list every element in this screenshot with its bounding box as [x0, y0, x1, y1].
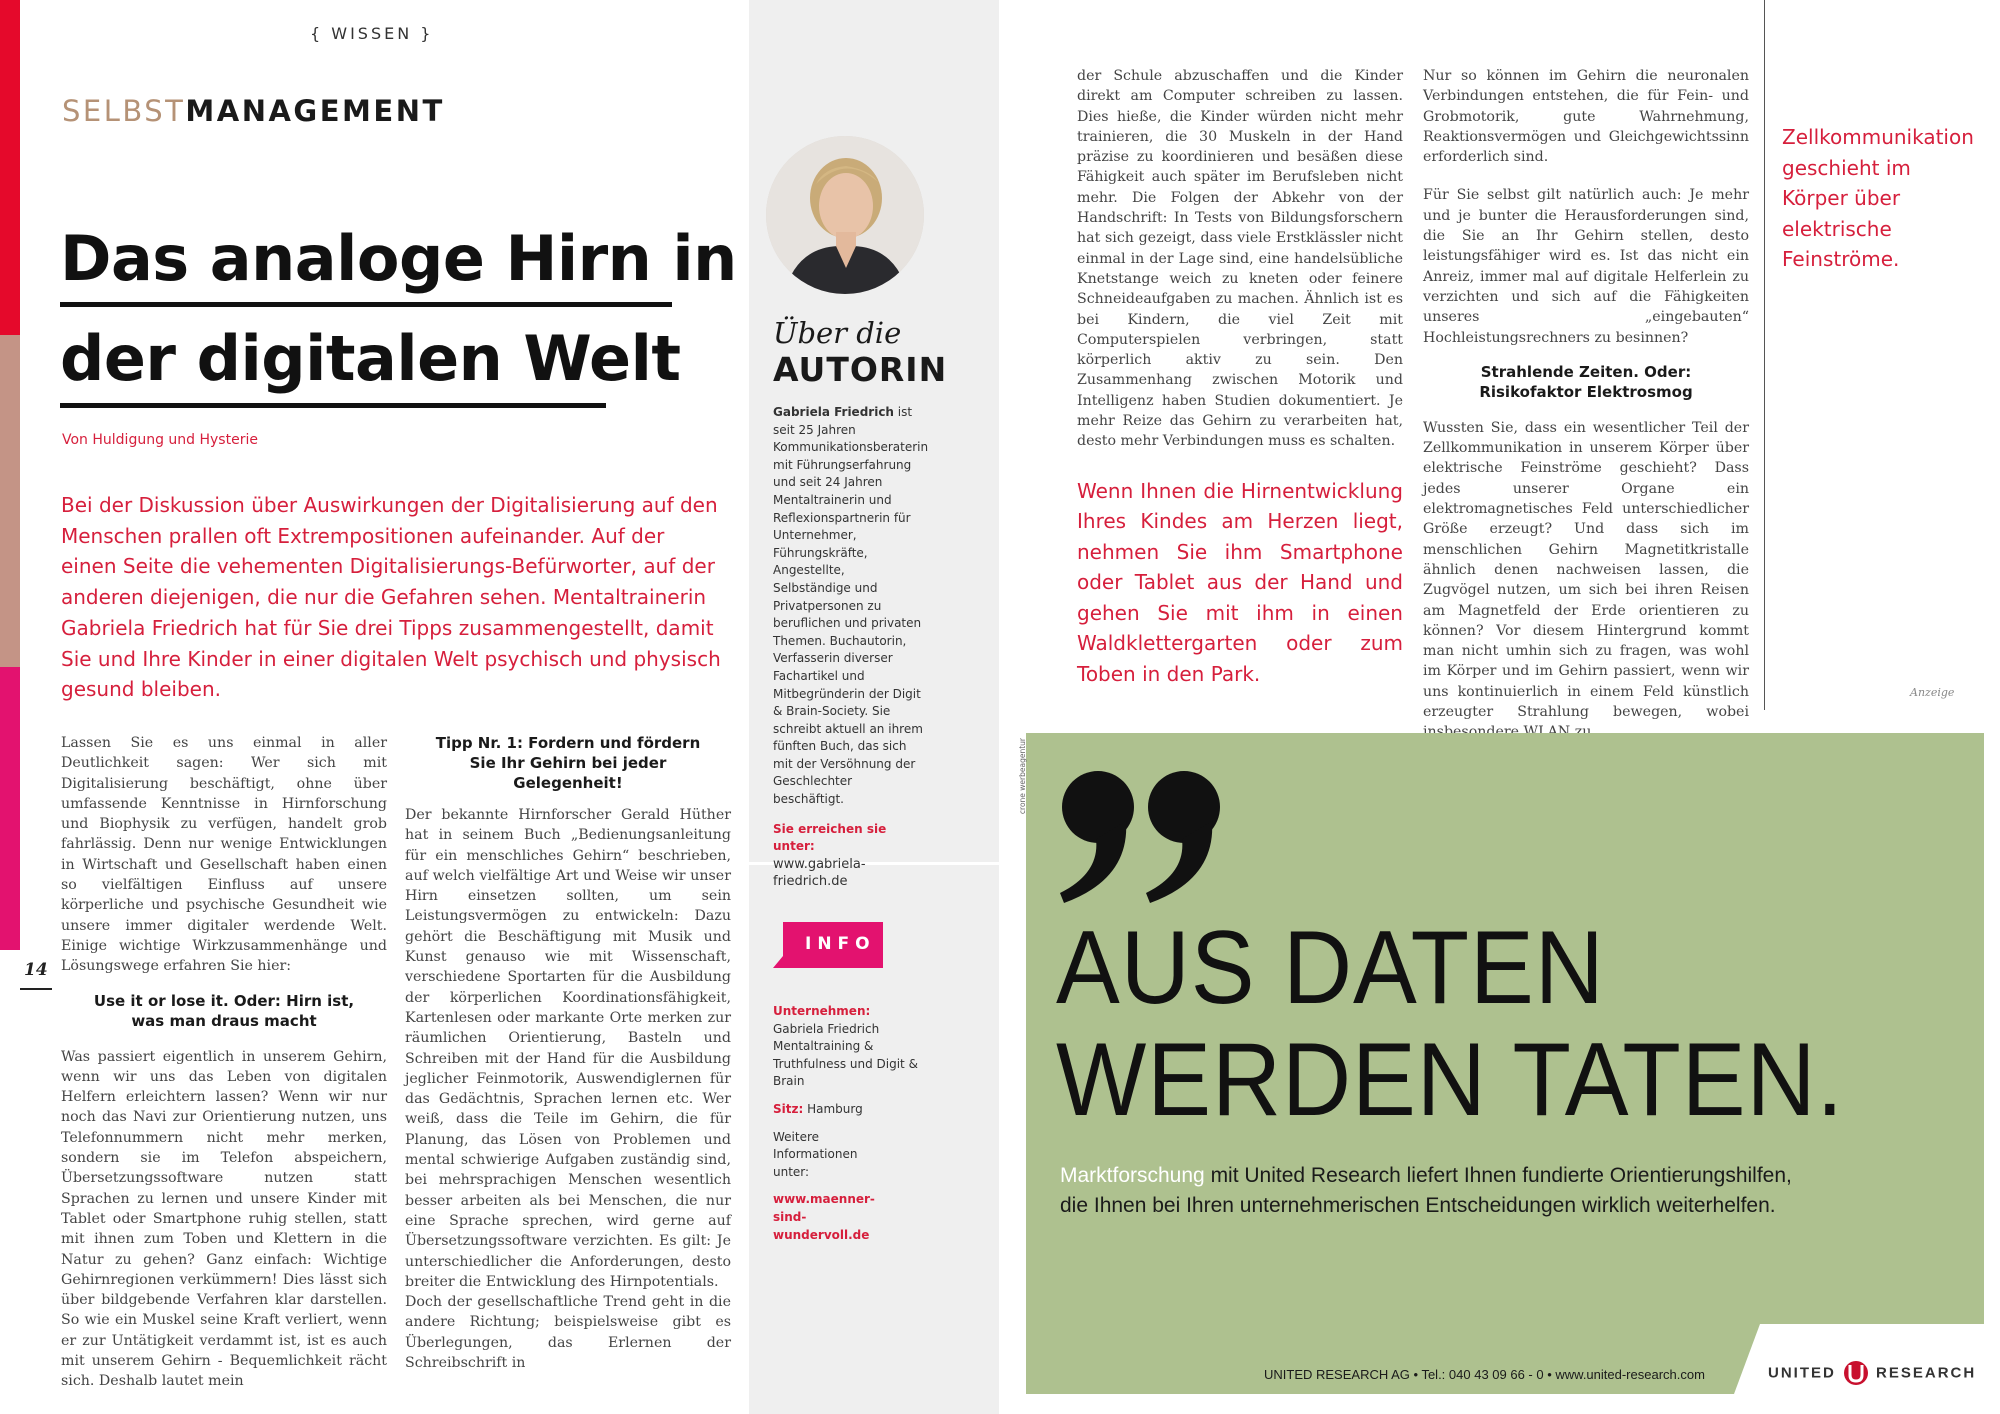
column-3 — [1077, 66, 1403, 689]
body-paragraph: der Schule abzuschaffen und die Kinder direkt am Computer schreiben zu lassen. Dies hieße, die Kinder würden nicht mehr trainieren, die 30 Muskeln in der Hand präzise zu koordinieren und besäßen diese Fähigkeit auch später im Berufsleben nicht mehr. Die Folgen der Abkehr von der Handschrift: In Tests von Bildungsforschern hat sich gezeigt, dass viele Erstklässler nicht einmal in der Lage sind, eine handelsübliche Knetstange weich zu kneten oder feinere Schneideaufgaben zu machen. Ähnlich ist es bei Kindern, die viel Zeit mit Computerspielen verbringen, statt körperlich aktiv zu sein. Den Zusammenhang zwischen Motorik und Intelligenz haben Studien dokumentiert. Je mehr Reize das Gehirn zu verarbeiten hat, desto mehr Verbindungen muss es schalten. — [1077, 68, 1403, 450]
title-underline-2 — [60, 403, 606, 408]
title-underline-1 — [60, 302, 672, 307]
info-seat-label: Sitz: — [773, 1101, 804, 1116]
author-heading-italic: Über die — [773, 316, 902, 350]
subheading: Strahlende Zeiten. Oder: Risikofaktor Elektrosmog — [1479, 362, 1693, 401]
author-bio — [773, 404, 929, 891]
subheading: Use it or lose it. Oder: Hirn ist, was man draus macht — [93, 991, 355, 1030]
article-title-line-1: Das analoge Hirn in — [60, 222, 737, 295]
column-2 — [405, 733, 731, 1373]
ad-headline-line-2: WERDEN TATEN. — [1056, 1022, 1845, 1138]
ad-headline-line-1: AUS DATEN — [1056, 910, 1605, 1026]
info-company-label: Unternehmen: — [773, 1004, 871, 1018]
logo-text-left: UNITED — [1768, 1364, 1836, 1382]
pull-quote: Wenn Ihnen die Hirnentwicklung Ihres Kindes am Herzen liegt, nehmen Sie ihm Smartphone oder Tablet aus der Hand und gehen Sie mit ihm in einen Waldklettergarten oder zum Toben in den Park. — [1077, 478, 1403, 686]
lead-paragraph: Bei der Diskussion über Auswirkungen der Digitalisierung auf den Menschen prallen oft Extrempositionen aufeinander. Auf der einen Seite die vehementen Digitalisierungs-Befürworter, auf der anderen diejenigen, die nur die Gefahren sehen. Mentaltrainerin Gabriela Friedrich hat für Sie drei Tipps zusammengestellt, damit Sie und Ihre Kinder in einer digitalen Welt psychisch und physisch gesund bleiben. — [61, 493, 721, 702]
logo-text-right: RESEARCH — [1876, 1364, 1977, 1382]
color-strip-pink — [0, 667, 20, 950]
ad-footer-contact: UNITED RESEARCH AG • Tel.: 040 43 09 66 - 0 • www.united-research.com — [1264, 1367, 1705, 1382]
column-1 — [61, 733, 387, 1392]
margin-rule — [1764, 0, 1765, 710]
section-tag: { WISSEN } — [310, 24, 434, 43]
byline: Von Huldigung und Hysterie — [62, 432, 258, 448]
color-strip-tan — [0, 335, 20, 667]
body-paragraph: Lassen Sie es uns einmal in aller Deutlichkeit sagen: Wer sich mit Digitalisierung beschäftigt, ohne über umfassende Kenntnisse in Hirnforschung und Biophysik zu verfügen, handelt grob fahrlässig. Denn nur wenige Entwicklungen in Wirtschaft und Gesellschaft haben einen so vielfältigen Einfluss auf unsere körperliche und psychische Gesundheit wie unsere immer digitaler werdende Welt. Einige wichtige Wirkzusammenhänge und Lösungswege erfahren Sie hier: — [61, 735, 387, 975]
ad-body — [1060, 1161, 1792, 1221]
info-more-link[interactable]: www.maenner-sind-wundervoll.de — [773, 1192, 875, 1242]
body-paragraph: Wussten Sie, dass ein wesentlicher Teil der Zellkommunikation in unserem Körper über elektrische Feinströme geschieht? Dass jedes unserer Organe ein elektromagnetisches Feld unterschiedlicher Größe erzeugt? Und dass sich im menschlichen Gehirn Magnetitkristalle ähnlich denen nachweisen lassen, die Zugvögel nutzen, um sich bei ihren Reisen am Magnetfeld der Erde orientieren zu können? Vor diesem Hintergrund kommt man nicht umhin sich zu fragen, was wohl im Körper und im Gehirn passiert, wenn wir uns kontinuierlich in einem Feld künstlich erzeugter Strahlung bewegen, wobei — [1423, 419, 1749, 721]
author-heading-bold: AUTORIN — [773, 350, 948, 389]
rubric — [62, 94, 445, 128]
info-badge — [773, 922, 883, 968]
author-portrait-icon — [766, 136, 924, 294]
logo-mark-icon — [1843, 1359, 1869, 1387]
author-photo — [766, 136, 924, 294]
author-contact-link[interactable]: www.gabriela-friedrich.de — [773, 856, 866, 890]
body-paragraph: Nur so können im Gehirn die neuronalen Verbindungen entstehen, die für Fein- und Grobmotorik, gute Wahrnehmung, Reaktionsvermögen und Gleichgewichtssinn erforderlich sind. — [1423, 68, 1749, 166]
info-more-label: Weitere Informationen unter: — [773, 1129, 858, 1179]
ad-body-highlight: Marktforschung — [1060, 1164, 1205, 1187]
body-paragraph: Doch der gesellschaftliche Trend geht in die andere Richtung; beispielsweise gibt es Überlegungen, das Erlernen der Schreibschrift in — [405, 1294, 731, 1372]
author-bio-text: ist seit 25 Jahren Kommunikationsberaterin mit Führungserfahrung und seit 24 Jahren Mentaltrainerin und Reflexionspartnerin für Unternehmer, Führungskräfte, Angestellte, Selbständige und Privatpersonen zu beruflichen und privaten Themen. Buchautorin, Verfasserin diverser Fachartikel und Mitbegründerin der Digit & Brain-Society. Sie schreibt aktuell an ihrem fünften Buch, das sich mit der Versöhnung der Geschlechter beschäftigt. — [773, 405, 929, 807]
margin-quote: Zellkommunikation geschieht im Körper über elektrische Feinströme. — [1782, 125, 1974, 271]
rubric-bold: MANAGEMENT — [185, 94, 445, 128]
page-number: 14 — [24, 960, 48, 980]
subheading: Tipp Nr. 1: Fordern und fördern Sie Ihr Gehirn bei jeder Gelegenheit! — [435, 734, 701, 792]
info-company-value: Gabriela Friedrich Mentaltraining & Truthfulness und Digit & Brain — [773, 1021, 918, 1089]
page-number-rule — [20, 988, 52, 990]
quote-mark-icon — [1056, 769, 1236, 909]
body-paragraph: Der bekannte Hirnforscher Gerald Hüther hat in seinem Buch „Bedienungsanleitung für ein menschliches Gehirn“ beschrieben, auf welch vielfältige Art und Weise wir unser Hirn einsetzen sollten, um sein Leistungsvermögen zu entwickeln: Dazu gehört die Beschäftigung mit Musik und Kunst genauso wie mit Wissenschaft, verschiedene Sportarten für die Ausbildung der körperlichen Koordinationsfähigkeit, Kartenlesen oder markante Orte merken zur räumlichen Orientierung, Basteln und Schreiben mit der Hand für die Ausbildung jeglicher Feinmotorik, Auswendiglernen für das Gedächtnis, Sprachen lernen etc. Wer weiß, dass die Teile im Gehirn, die für Planung, das Lösen von Problemen und mental schwierige Aufgaben zuständig sind, bei mehrsprachigen Menschen wesentlich besser arbeiten als bei Menschen, die nur eine Sprache sprechen, wird gerne auf Übersetzungssoftware verzichten. Es gilt: Je unterschiedlicher die Anforderungen, desto breiter die Entwicklung des Hirnpotentials. — [405, 807, 731, 1290]
color-strip-red — [0, 0, 20, 335]
ad-body-line-2: die Ihnen bei Ihren unternehmerischen Entscheidungen wirklich weiterhelfen. — [1060, 1194, 1776, 1217]
info-content — [773, 1003, 933, 1244]
author-contact-label: Sie erreichen sie unter: — [773, 821, 887, 854]
ad-label: Anzeige — [1910, 686, 1955, 699]
advertisement[interactable] — [1026, 733, 1984, 1394]
united-research-logo — [1768, 1359, 1976, 1389]
info-seat-value: Hamburg — [803, 1101, 863, 1116]
body-paragraph: Was passiert eigentlich in unserem Gehirn, wenn wir uns das Leben von digitalen Helfern erleichtern lassen? Wenn wir nur noch das Navi zur Orientierung nutzen, uns Telefonnummern nicht mehr merken, sondern sie im Telefon abspeichern, Übersetzungssoftware nutzen statt Sprachen zu lernen und unsere Kinder mit Tablet oder Smartphone ruhig stellen, statt mit ihnen zum Toben und Klettern in die Natur zu gehen? Ganz einfach: Wichtige Gehirnregionen verkümmern! Dies lässt sich über bildgebende Verfahren klar darstellen. So wie ein Muskel seine Kraft verliert, wenn er zur Untätigkeit verdammt ist, ist es auch mit unserem Gehirn - Bequemlichkeit rächt sich. Deshalb lautet mein — [61, 1048, 387, 1390]
article-title-line-2: der digitalen Welt — [60, 322, 681, 395]
info-badge-label: INFO — [805, 934, 876, 954]
body-paragraph: Für Sie selbst gilt natürlich auch: Je mehr und je bunter die Herausforderungen sind, die Sie an Ihr Gehirn stellen, desto leistungsfähiger wird es. Ist das nicht ein Anreiz, immer mal auf digitale Helferlein zu verzichten und sich auf die Fähigkeiten unseres „eingebauten“ Hochleistungsrechners zu besinnen? — [1423, 187, 1749, 346]
rubric-light: SELBST — [62, 94, 186, 128]
author-name: Gabriela Friedrich — [773, 405, 894, 419]
column-4 — [1423, 66, 1749, 743]
ad-agency-label: crone werbeagentur — [1018, 738, 1027, 815]
ad-body-line-1: mit United Research liefert Ihnen fundierte Orientierungshilfen, — [1204, 1164, 1792, 1187]
